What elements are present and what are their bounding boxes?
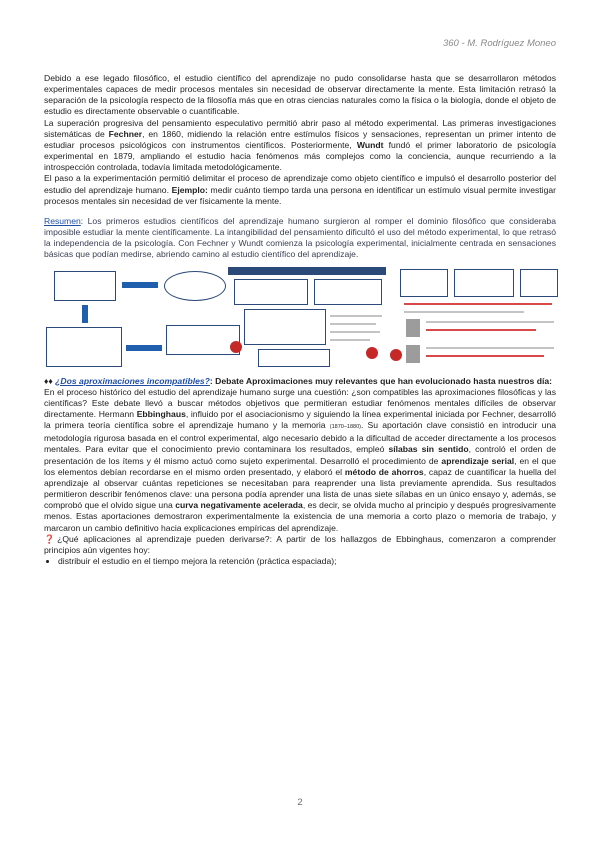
figure-line-9 bbox=[426, 347, 554, 349]
section-heading-rest: : Debate Aproximaciones muy relevantes que han evolucionado hasta nuestros día: bbox=[209, 375, 552, 386]
p3-text-a: El paso a la experimentación permitió delimitar el proceso de aprendizaje como objeto científico e impulsó el desarrollo posterior del estudio del aprendizaje humano. bbox=[44, 173, 556, 195]
paragraph-applications bbox=[44, 534, 556, 556]
figure-red-badge-3 bbox=[390, 349, 402, 361]
figure-line-8 bbox=[426, 329, 536, 331]
figure-title-bar bbox=[228, 267, 386, 275]
section-heading bbox=[44, 376, 556, 387]
page-number: 2 bbox=[297, 797, 303, 808]
figure-line-5 bbox=[404, 303, 552, 305]
term-serial-learning: aprendizaje serial bbox=[441, 455, 515, 466]
page-content bbox=[44, 73, 556, 567]
figure-box-philosophy bbox=[54, 271, 116, 301]
figure-line-10 bbox=[426, 355, 544, 357]
list-item: • distribuir el estudio en el tiempo mejora la retención (práctica espaciada); bbox=[58, 556, 556, 567]
term-nonsense-syllables: sílabas sin sentido bbox=[388, 444, 469, 455]
figure-arrow-down bbox=[82, 305, 88, 323]
term-savings-method: método de ahorros bbox=[344, 466, 424, 477]
figure-box-kant bbox=[234, 279, 308, 305]
body-text-1: En el proceso histórico del estudio del aprendizaje humano surge una cuestión: ¿son compatibles las aproximaciones filosóficas y las científicas? Este debate llevó a buscar métodos objetivos que permitieran estudiar fenómenos mentales difíciles de observar directamente. Hermann bbox=[44, 386, 556, 419]
figure-portrait-fechner bbox=[406, 319, 420, 337]
paragraph-legacy: Debido a ese legado filosófico, el estudio científico del aprendizaje no pudo consolidarse hasta que se desarrollaron métodos experimentales capaces de medir procesos mentales sin necesidad de observar directamente la mente. Esta limitación retrasó la separación de la psicología respecto de la filosofía más que en otras ciencias naturales como la física o la biología, donde el objeto de estudio es directamente observable o cuantificable. bbox=[44, 73, 556, 117]
figure-portrait-wundt bbox=[406, 345, 420, 363]
name-fechner: Fechner bbox=[108, 128, 143, 139]
applications-text: ¿Qué aplicaciones al aprendizaje pueden derivarse?: A partir de los hallazgos de Ebbinghaus, comenzaron a comprender principios aún vigentes hoy: bbox=[44, 533, 556, 555]
figure-red-badge bbox=[230, 341, 242, 353]
question-mark-icon: ❓ bbox=[44, 533, 58, 544]
diamond-icon: ♦♦ bbox=[44, 375, 53, 386]
paragraph-experimental-method bbox=[44, 118, 556, 174]
figure-line-4 bbox=[330, 339, 370, 341]
figure-red-badge-2 bbox=[366, 347, 378, 359]
figure-arrow-right bbox=[122, 282, 158, 288]
paragraph-example bbox=[44, 173, 556, 206]
body-text-12: , es decir, se olvida mucho al principio y después progresivamente menos. Estas aportaciones demostraron experimentalmente la existencia de una memoria a corto plazo o memoria de trabajo, y marcaron un cambio definitivo hacia explicaciones empíricas del aprendizaje. bbox=[44, 500, 556, 533]
p2-text-a: La superación progresiva del pensamiento especulativo permitió abrir paso al método experimental. Las primeras investigaciones sistemáticas de bbox=[44, 117, 556, 139]
figure-line-3 bbox=[330, 331, 380, 333]
figure-box-consequence bbox=[258, 349, 330, 367]
applications-list bbox=[44, 556, 556, 567]
figure-box-intangible bbox=[244, 309, 326, 345]
body-text-6: , controló el orden de presentación de los ítems y él mismo actuó como sujeto experimental. Desarrolló el procedimiento de bbox=[44, 444, 556, 466]
running-head: 360 - M. Rodríguez Moneo bbox=[442, 38, 556, 49]
figure-line-1 bbox=[330, 315, 382, 317]
date-range: (1870–1880) bbox=[329, 424, 361, 431]
figure-line-6 bbox=[404, 311, 524, 313]
figure-chevron-2 bbox=[454, 269, 514, 297]
figure-box-methods bbox=[46, 327, 122, 367]
body-text-3: , influido por el asociacionismo y siguiendo la línea experimental iniciada por Fechner, desarrolló la primera teoría científica sobre el aprendizaje humano y la memoria bbox=[44, 408, 556, 431]
figure-box-science bbox=[314, 279, 382, 305]
summary-label: Resumen bbox=[44, 215, 81, 226]
question-link[interactable]: ¿Dos aproximaciones incompatibles? bbox=[55, 375, 210, 386]
summary-paragraph bbox=[44, 216, 556, 261]
figure-chevron-1 bbox=[400, 269, 448, 297]
p2-text-e: fundó el primer laboratorio de psicología experimental en 1879, ampliando el estudio hacia fenómenos más complejos como la conciencia, aunque recurriendo a la introspección controlada, todavía limitada metodológicamente. bbox=[44, 139, 557, 173]
term-forgetting-curve: curva negativamente acelerada bbox=[175, 500, 303, 511]
example-label: Ejemplo: bbox=[171, 184, 208, 195]
concept-map-figure bbox=[44, 265, 556, 370]
body-text-8: , en el que los elementos debían recordarse en el mismo orden presentado, y elaboró el bbox=[44, 455, 556, 477]
body-text-4: . Su aportación clave consistió en introducir una metodología rigurosa basada en el control experimental, algo necesario debido a la dificultad de acceder directamente a los procesos mentales. Para evitar que el conocimiento previo contaminara los resultados, empleó bbox=[44, 420, 557, 455]
figure-line-2 bbox=[330, 323, 376, 325]
figure-box-question bbox=[164, 271, 226, 301]
figure-line-7 bbox=[426, 321, 554, 323]
paragraph-ebbinghaus bbox=[44, 387, 556, 534]
figure-box-applications bbox=[166, 325, 240, 355]
figure-arrow-right-2 bbox=[126, 345, 162, 351]
name-wundt: Wundt bbox=[356, 139, 384, 150]
body-text-10: , capaz de cuantificar la huella del aprendizaje al observar cuántas repeticiones se necesitaban para reaprender una lista previamente aprendida. Sus resultados permitieron describir fenómenos clave: una persona podía aprender una lista de unas siete sílabas en un único ensayo y, además, se comprobó que el olvido sigue una bbox=[44, 466, 556, 511]
p2-text-c: , en 1860, midiendo la relación entre estímulos físicos y sensaciones, representan un primer intento de estudiar procesos psicológicos con instrumentos científicos. Posteriormente, bbox=[44, 128, 556, 150]
p3-text-c: medir cuánto tiempo tarda una persona en identificar un estímulo visual permite investigar procesos mentales sin necesidad de ver físicamente la mente. bbox=[44, 184, 557, 206]
name-ebbinghaus: Ebbinghaus bbox=[136, 408, 186, 419]
figure-chevron-3 bbox=[520, 269, 558, 297]
summary-text: : Los primeros estudios científicos del aprendizaje humano surgieron al romper el dominio filosófico que consideraba imposible estudiar la mente científicamente. La intangibilidad del pensamiento dificultó el uso del método experimental, lo que retrasó la independencia de la psicología. Con Fechner y Wundt comienza la psicología experimental, inicialmente centrada en sensaciones básicas que podían medirse, abriendo camino al estudio científico del aprendizaje. bbox=[44, 215, 556, 260]
